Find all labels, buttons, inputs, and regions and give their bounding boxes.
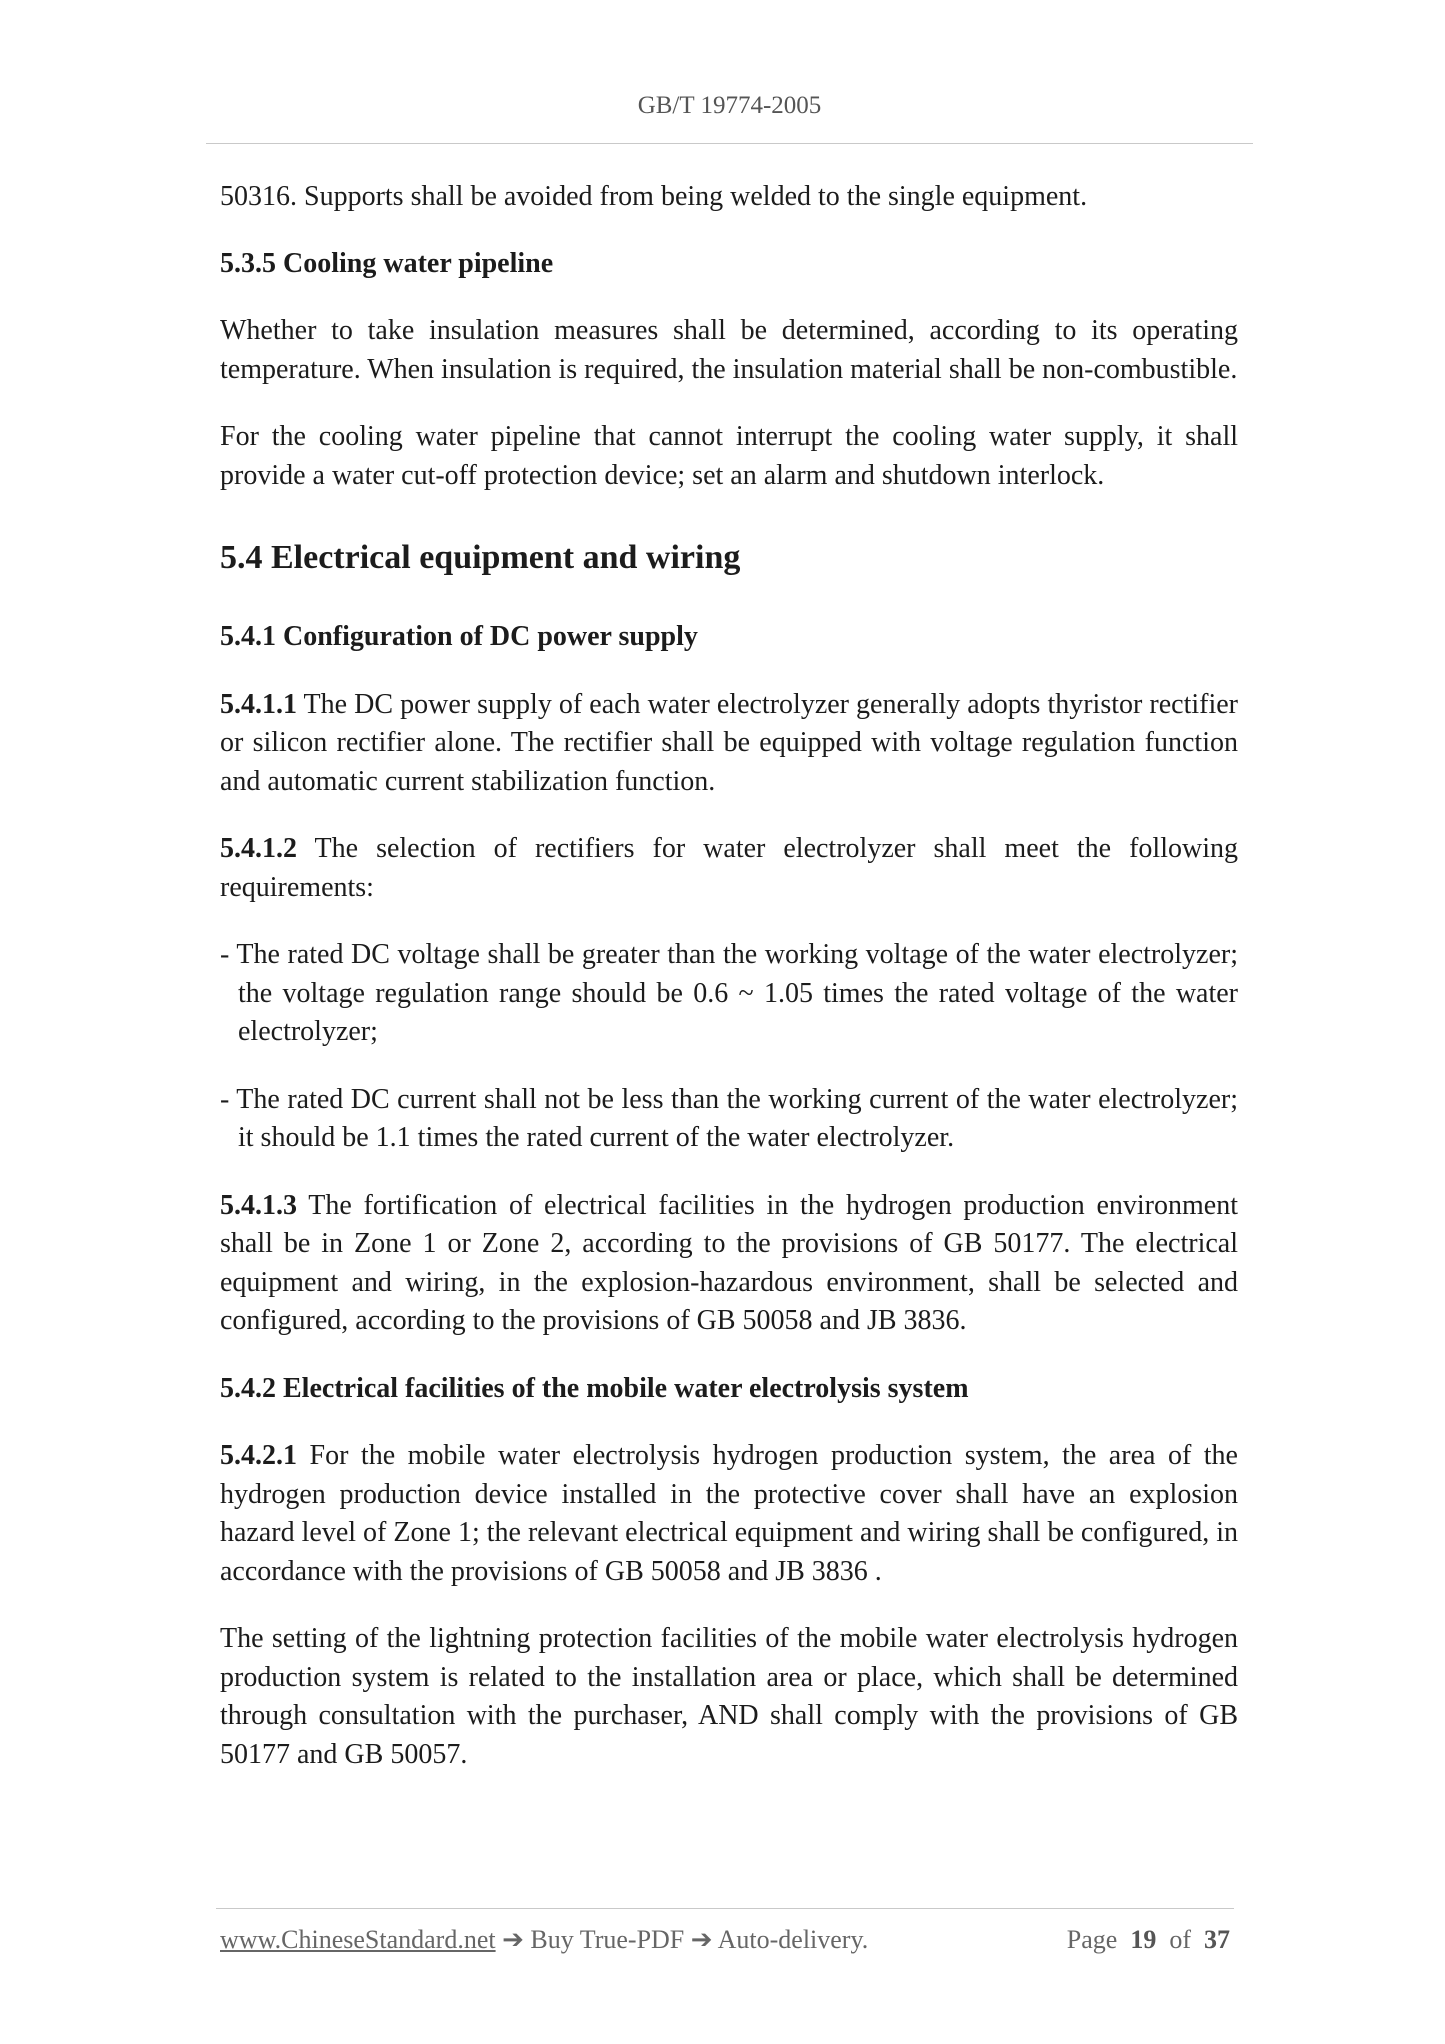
paragraph-5-4-2-1-b: The setting of the lightning protection facilities of the mobile water electrolysis hydrogen production system is related to the installation area or place, which shall be determined through consultation with the purchaser, AND shall comply with the provisions of GB 50177 and GB 50057. xyxy=(220,1623,1238,1770)
of-word: of xyxy=(1169,1925,1191,1954)
footer-promo-text: ➔ Buy True-PDF ➔ Auto-delivery. xyxy=(495,1925,869,1954)
clause-text: The DC power supply of each water electrolyzer generally adopts thyristor rectifier or silicon rectifier alone. The rectifier shall be equipped with voltage regulation function and automatic current stabilization function. xyxy=(220,688,1238,797)
page-content xyxy=(220,178,1238,1774)
paragraph-5-4-1-1 xyxy=(220,686,1238,802)
clause-number: 5.4.1.1 xyxy=(220,688,297,720)
page-total: 37 xyxy=(1204,1925,1230,1954)
clause-text: The selection of rectifiers for water electrolyzer shall meet the following requirements: xyxy=(220,833,1238,903)
clause-number: 5.4.1.2 xyxy=(220,833,297,864)
heading-5-4-1: 5.4.1 Configuration of DC power supply xyxy=(220,621,698,652)
bullet-item-current: - The rated DC current shall not be less than the working current of the water electrolyzer; it should be 1.1 times the rated current of the water electrolyzer. xyxy=(220,1083,1238,1153)
paragraph-intro: 50316. Supports shall be avoided from being welded to the single equipment. xyxy=(220,181,1088,212)
paragraph-5-3-5-a: Whether to take insulation measures shall be determined, according to its operating temperature. When insulation is required, the insulation material shall be non-combustible. xyxy=(220,315,1238,385)
paragraph-5-4-2-1 xyxy=(220,1437,1238,1591)
page-indicator xyxy=(1067,1925,1230,1955)
clause-text: For the mobile water electrolysis hydrogen production system, the area of the hydrogen production device installed in the protective cover shall have an explosion hazard level of Zone 1; the relevant electrical equipment and wiring shall be configured, in accordance with the provisions of GB 50058 and JB 3836 . xyxy=(220,1440,1238,1587)
paragraph-5-4-1-2 xyxy=(220,830,1238,907)
paragraph-5-3-5-b: For the cooling water pipeline that cannot interrupt the cooling water supply, it shall provide a water cut-off protection device; set an alarm and shutdown interlock. xyxy=(220,421,1238,491)
footer-promo xyxy=(220,1925,868,1955)
bullet-item-voltage: - The rated DC voltage shall be greater than the working voltage of the water electrolyzer; the voltage regulation range should be 0.6 ~ 1.05 times the rated voltage of the water electrolyzer; xyxy=(220,939,1238,1047)
clause-text: The fortification of electrical facilities in the hydrogen production environment shall be in Zone 1 or Zone 2, according to the provisions of GB 50177. The electrical equipment and wiring, in the explosion-hazardous environment, shall be selected and configured, according to the provisions of GB 50058 and JB 3836. xyxy=(220,1189,1238,1336)
header-divider xyxy=(206,143,1253,144)
paragraph-5-4-1-3 xyxy=(220,1187,1238,1341)
page-word: Page xyxy=(1066,1925,1118,1954)
header-title: GB/T 19774-2005 xyxy=(637,92,822,119)
chinesestandard-link[interactable]: www.ChineseStandard.net xyxy=(220,1925,496,1954)
heading-5-4: 5.4 Electrical equipment and wiring xyxy=(220,539,741,576)
page-number: 19 xyxy=(1130,1925,1157,1954)
footer-divider xyxy=(216,1908,1234,1909)
clause-number: 5.4.2.1 xyxy=(220,1440,297,1471)
heading-5-3-5: 5.3.5 Cooling water pipeline xyxy=(220,247,554,279)
clause-number: 5.4.1.3 xyxy=(220,1189,297,1221)
heading-5-4-2: 5.4.2 Electrical facilities of the mobile water electrolysis system xyxy=(220,1372,969,1404)
